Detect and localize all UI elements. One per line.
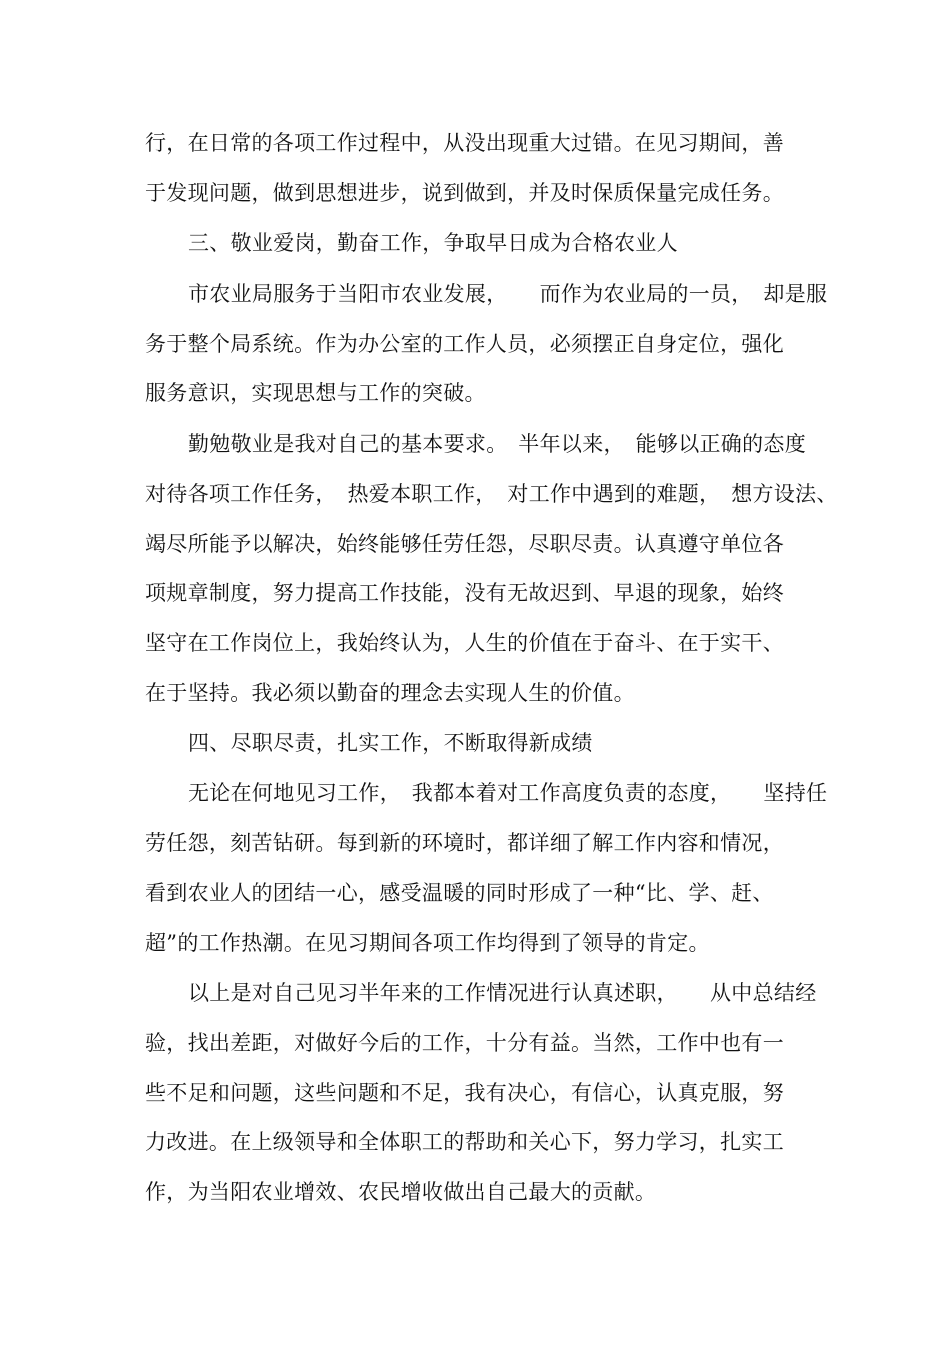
text-line: 坚守在工作岗位上，我始终认为，人生的价值在于奋斗、在于实干、 <box>145 631 784 655</box>
text-line: 超”的工作热潮。在见习期间各项工作均得到了领导的肯定。 <box>145 931 710 955</box>
text-line: 无论在何地见习工作， 我都本着对工作高度负责的态度， 坚持任 <box>188 781 828 805</box>
text-line: 行，在日常的各项工作过程中，从没出现重大过错。在见习期间，善 <box>145 131 784 155</box>
section-heading: 三、敬业爱岗，勤奋工作，争取早日成为合格农业人 <box>188 231 678 255</box>
text-line: 对待各项工作任务， 热爱本职工作， 对工作中遇到的难题， 想方设法、 <box>145 482 838 506</box>
text-line: 在于坚持。我必须以勤奋的理念去实现人生的价值。 <box>145 681 635 705</box>
text-line: 于发现问题，做到思想进步，说到做到，并及时保质保量完成任务。 <box>145 181 784 205</box>
text-line: 务于整个局系统。作为办公室的工作人员，必须摆正自身定位，强化 <box>145 332 784 356</box>
text-line: 看到农业人的团结一心，感受温暖的同时形成了一种“比、学、赶、 <box>145 881 774 905</box>
text-line: 勤勉敬业是我对自己的基本要求。 半年以来， 能够以正确的态度 <box>188 432 806 456</box>
text-line: 竭尽所能予以解决，始终能够任劳任怨，尽职尽责。认真遵守单位各 <box>145 532 784 556</box>
text-line: 服务意识，实现思想与工作的突破。 <box>145 381 486 405</box>
text-line: 力改进。在上级领导和全体职工的帮助和关心下，努力学习，扎实工 <box>145 1130 784 1154</box>
text-line: 作，为当阳农业增效、农民增收做出自己最大的贡献。 <box>145 1180 657 1204</box>
text-line: 项规章制度，努力提高工作技能，没有无故迟到、早退的现象，始终 <box>145 581 784 605</box>
text-line: 市农业局服务于当阳市农业发展， 而作为农业局的一员， 却是服 <box>188 282 828 306</box>
text-line: 些不足和问题，这些问题和不足，我有决心，有信心，认真克服，努 <box>145 1081 784 1105</box>
section-heading: 四、尽职尽责，扎实工作，不断取得新成绩 <box>188 731 593 755</box>
text-line: 劳任怨，刻苦钻研。每到新的环境时，都详细了解工作内容和情况， <box>145 831 784 855</box>
text-line: 以上是对自己见习半年来的工作情况进行认真述职， 从中总结经 <box>188 981 817 1005</box>
text-line: 验，找出差距，对做好今后的工作，十分有益。当然，工作中也有一 <box>145 1031 784 1055</box>
